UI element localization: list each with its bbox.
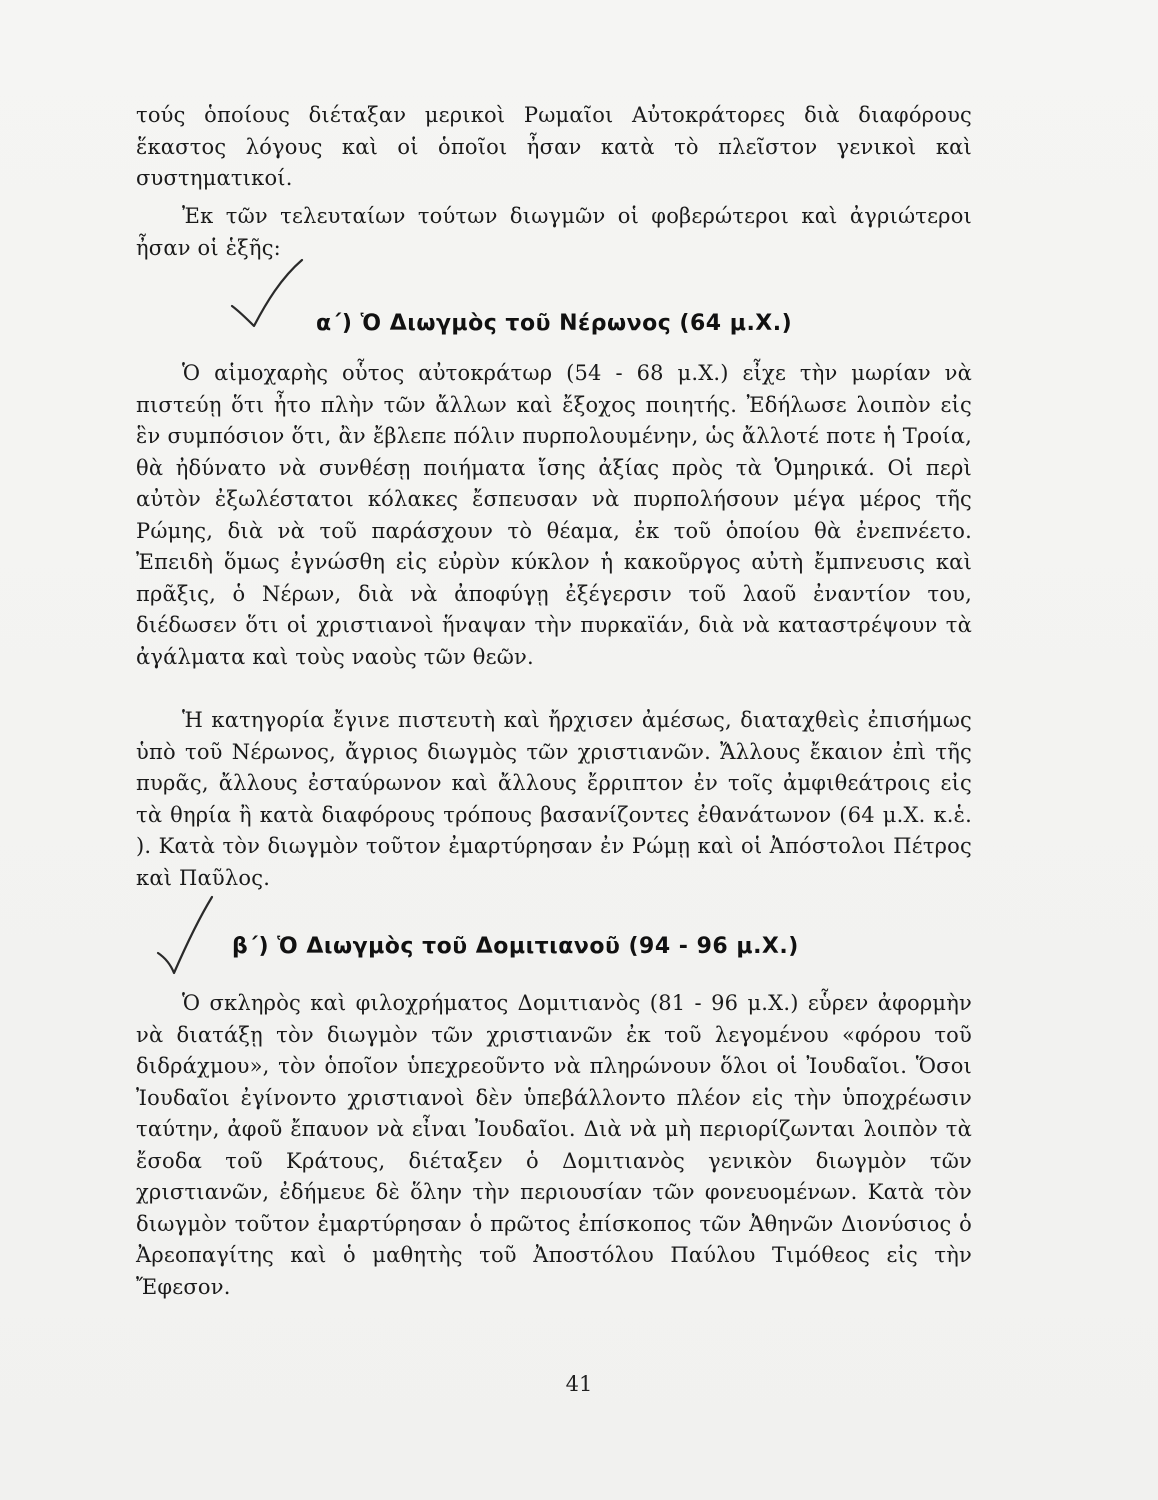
paragraph-continuation: τούς ὁποίους διέταξαν μερικοὶ Ρωμαῖοι Αὐτοκράτορες διὰ διαφόρους ἕκαστος λόγους καὶ οἱ ὁποῖοι ἦσαν κατὰ τὸ πλεῖστον γενικοὶ καὶ συστηματικοί.: [136, 103, 972, 190]
paragraph-domitian: Ὁ σκληρὸς καὶ φιλοχρήματος Δομιτιανὸς (81 - 96 μ.Χ.) εὗρεν ἀφορμὴν νὰ διατάξῃ τὸν διωγμὸν τῶν χριστιανῶν ἐκ τοῦ λεγομένου «φόρου τοῦ διδράχμου», τὸν ὁποῖον ὑπεχρεοῦντο νὰ πληρώνουν ὅλοι οἱ Ἰουδαῖοι. Ὅσοι Ἰουδαῖοι ἐγίνοντο χριστιανοὶ δὲν ὑπεβάλλοντο πλέον εἰς τὴν ὑποχρέωσιν ταύτην, ἀφοῦ ἔπαυον νὰ εἶναι Ἰουδαῖοι. Διὰ νὰ μὴ περιορίζωνται λοιπὸν τὰ ἔσοδα τοῦ Κράτους, διέταξεν ὁ Δομιτιανὸς γενικὸν διωγμὸν τῶν χριστιανῶν, ἐδήμευε δὲ ὅλην τὴν περιουσίαν τῶν φονευομένων. Κατὰ τὸν διωγμὸν τοῦτον ἐμαρτύρησαν ὁ πρῶτος ἐπίσκοπος τῶν Ἀθηνῶν Διονύσιος ὁ Ἀρεοπαγίτης καὶ ὁ μαθητὴς τοῦ Ἀποστόλου Παύλου Τιμόθεος εἰς τὴν Ἔφεσον.: [136, 991, 972, 1299]
section-heading-nero: α΄) Ὁ Διωγμὸς τοῦ Νέρωνος (64 μ.Χ.): [316, 311, 793, 336]
checkmark-icon: [226, 258, 306, 333]
section-heading-domitian: β΄) Ὁ Διωγμὸς τοῦ Δομιτιανοῦ (94 - 96 μ.Χ.): [232, 934, 799, 959]
page-number: 41: [565, 1372, 593, 1396]
checkmark-icon: [154, 895, 218, 977]
paragraph-nero-2: Ἡ κατηγορία ἔγινε πιστευτὴ καὶ ἤρχισεν ἀμέσως, διαταχθεὶς ἐπισήμως ὑπὸ τοῦ Νέρωνος, ἄγριος διωγμὸς τῶν χριστιανῶν. Ἄλλους ἔκαιον ἐπὶ τῆς πυρᾶς, ἄλλους ἐσταύρωνον καὶ ἄλλους ἔρριπτον ἐν τοῖς ἀμφιθεάτροις εἰς τὰ θηρία ἢ κατὰ διαφόρους τρόπους βασανίζοντες ἐθανάτωνον (64 μ.Χ. κ.ἑ. ). Κατὰ τὸν διωγμὸν τοῦτον ἐμαρτύρησαν ἐν Ρώμῃ καὶ οἱ Ἀπόστολοι Πέτρος καὶ Παῦλος.: [136, 708, 972, 890]
paragraph-nero-1: Ὁ αἱμοχαρὴς οὗτος αὐτοκράτωρ (54 - 68 μ.Χ.) εἶχε τὴν μωρίαν νὰ πιστεύῃ ὅτι ἦτο πλὴν τῶν ἄλλων καὶ ἔξοχος ποιητής. Ἐδήλωσε λοιπὸν εἰς ἓν συμπόσιον ὅτι, ἂν ἔβλεπε πόλιν πυρπολουμένην, ὡς ἄλλοτέ ποτε ἡ Τροία, θὰ ἠδύνατο νὰ συνθέσῃ ποιήματα ἴσης ἀξίας πρὸς τὰ Ὁμηρικά. Οἱ περὶ αὐτὸν ἐξωλέστατοι κόλακες ἔσπευσαν νὰ πυρπολήσουν μέγα μέρος τῆς Ρώμης, διὰ νὰ τοῦ παράσχουν τὸ θέαμα, ἐκ τοῦ ὁποίου θὰ ἐνεπνέετο. Ἐπειδὴ ὅμως ἐγνώσθη εἰς εὐρὺν κύκλον ἡ κακοῦργος αὐτὴ ἔμπνευσις καὶ πρᾶξις, ὁ Νέρων, διὰ νὰ ἀποφύγῃ ἐξέγερσιν τοῦ λαοῦ ἐναντίον του, διέδωσεν ὅτι οἱ χριστιανοὶ ἥναψαν τὴν πυρκαϊάν, διὰ νὰ καταστρέψουν τὰ ἀγάλματα καὶ τοὺς ναοὺς τῶν θεῶν.: [136, 361, 972, 669]
paragraph-intro: Ἐκ τῶν τελευταίων τούτων διωγμῶν οἱ φοβερώτεροι καὶ ἀγριώτεροι ἦσαν οἱ ἑξῆς:: [136, 204, 972, 260]
